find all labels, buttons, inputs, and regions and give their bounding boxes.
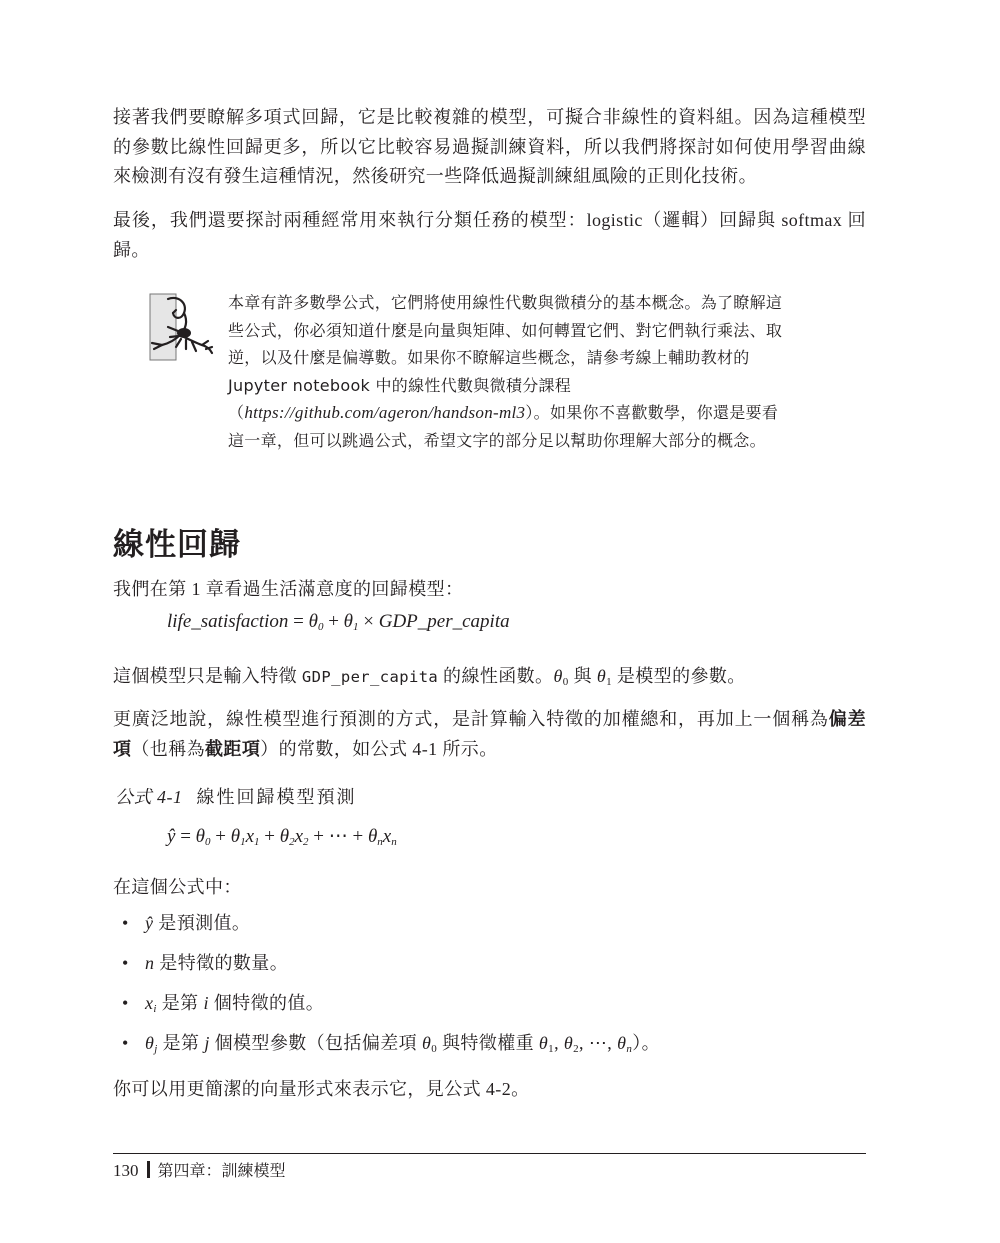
text: 是特徵的數量。 (154, 953, 289, 973)
sub: 0 (562, 676, 569, 688)
eq-feature: GDP_per_capita (378, 611, 510, 632)
eq-plus: + (259, 826, 280, 847)
eq-times: × (358, 611, 379, 632)
var: i (203, 993, 209, 1013)
theta: θ (538, 1033, 549, 1053)
bullet-dot: • (122, 1033, 129, 1053)
section-heading: 線性回歸 (113, 527, 241, 563)
page-footer (113, 1158, 286, 1184)
list-item (113, 989, 866, 1029)
equation-number: 公式 4-1 (115, 787, 183, 807)
list-item (113, 909, 866, 949)
eq-plus: + (347, 826, 368, 847)
chapter-title: 第四章：訓練模型 (157, 1161, 286, 1180)
sub: 0 (317, 621, 324, 633)
theta: θ (617, 1033, 627, 1053)
theta: θ (279, 826, 290, 847)
footer-divider (147, 1161, 150, 1178)
ellipsis: ⋯ (588, 1033, 608, 1053)
yhat: ŷ (167, 826, 176, 847)
equation-title: 線性回歸模型預測 (196, 787, 357, 807)
theta: θ (195, 826, 205, 847)
theta: θ (343, 611, 354, 632)
scorpion-icon (146, 293, 216, 363)
eq-plus: + (308, 826, 329, 847)
text: 的線性函數。 (438, 666, 554, 686)
eq-plus: + (323, 611, 344, 632)
note-text-start: 本章有許多數學公式，它們將使用線性代數與微積分的基本概念。為了瞭解這些公式，你必須知道什麼是向量與矩陣、如何轉置它們、對它們執行乘法、取逆，以及什麼是偏導數。如果你不瞭解這些概念，請參考線上輔助教材的 Jupyter notebook 中的線性代數與微積分課程（ (228, 293, 783, 422)
list-item (113, 1029, 866, 1069)
text: （也稱為 (131, 738, 206, 759)
sub: 1 (353, 621, 359, 633)
sub: 1 (254, 836, 260, 848)
theta: θ (553, 666, 563, 686)
sub: 0 (431, 1043, 438, 1055)
equation-caption (115, 783, 357, 809)
theta: θ (596, 666, 607, 686)
text: 與特徵權重 (437, 1033, 539, 1053)
bullet-dot: • (122, 953, 129, 973)
symbol: ŷ (145, 913, 154, 933)
text: 與 (568, 666, 597, 686)
eq-lhs: life_satisfaction (167, 611, 289, 632)
bullet-dot: • (122, 993, 129, 1013)
comma: , (607, 1033, 618, 1053)
sub: n (626, 1043, 633, 1055)
x: x (294, 826, 303, 847)
theta: θ (421, 1033, 432, 1053)
symbol: θ (145, 1033, 155, 1053)
sub: i (153, 1003, 157, 1015)
page-number: 130 (113, 1161, 139, 1180)
sub: 1 (606, 676, 612, 688)
note-text-end: ）。如果你不喜歡數學，你還是要看這一章，但可以跳過公式，希望文字的部分足以幫助你理解大部分的概念。 (228, 403, 779, 450)
term-bias: 偏差項 (113, 709, 866, 759)
sub: n (391, 836, 397, 848)
para-where: 在這個公式中： (113, 877, 242, 897)
para-general (113, 705, 866, 764)
text: 這個模型只是輸入特徵 (113, 666, 302, 686)
github-link[interactable]: https://github.com/ageron/handson-ml3 (244, 403, 526, 422)
sub: 0 (205, 836, 211, 848)
equation-4-1 (167, 825, 397, 848)
text: 個模型參數（包括偏差項 (209, 1033, 422, 1053)
eq-equals: = (175, 826, 196, 847)
sub: j (154, 1043, 158, 1055)
definition-list (113, 909, 866, 1069)
sub: 2 (289, 836, 295, 848)
text: ）的常數，如公式 4-1 所示。 (260, 738, 498, 759)
sub: 2 (573, 1043, 580, 1055)
theta: θ (230, 826, 241, 847)
symbol: x (145, 993, 154, 1013)
intro-paragraph-1: 接著我們要瞭解多項式回歸，它是比較複雜的模型，可擬合非線性的資料組。因為這種模型的參數比線性回歸更多，所以它比較容易過擬訓練資料，所以我們將探討如何使用學習曲線來檢測有沒有發生這種情況，然後研究一些降低過擬訓練組風險的正則化技術。 (113, 107, 866, 186)
equation-life-satisfaction (167, 611, 510, 633)
note-text (228, 289, 788, 454)
var: j (204, 1033, 210, 1053)
intro-paragraph-2: 最後，我們還要探討兩種經常用來執行分類任務的模型：logistic（邏輯）回歸與 softmax 回歸。 (113, 210, 866, 260)
para-model (113, 662, 866, 693)
text: 更廣泛地說，線性模型進行預測的方式，是計算輸入特徵的加權總和，再加上一個稱為 (113, 709, 829, 729)
theta: θ (308, 611, 318, 632)
x: x (245, 826, 254, 847)
theta: θ (563, 1033, 574, 1053)
text: ）。 (632, 1033, 661, 1053)
x: x (382, 826, 392, 847)
footer-rule (113, 1153, 866, 1154)
sub: n (377, 836, 383, 848)
eq-equals: = (288, 611, 309, 632)
ellipsis: ⋯ (328, 826, 348, 847)
para-recall: 我們在第 1 章看過生活滿意度的回歸模型： (113, 579, 464, 599)
text: 是模型的參數。 (611, 666, 746, 686)
theta: θ (367, 826, 378, 847)
list-item (113, 949, 866, 989)
text: 是第 (156, 993, 204, 1013)
bullet-dot: • (122, 913, 129, 933)
text: 個特徵的值。 (208, 993, 325, 1013)
comma: , (554, 1033, 564, 1053)
para-vector: 你可以用更簡潔的向量形式來表示它，見公式 4-2。 (113, 1079, 530, 1099)
symbol: n (145, 953, 155, 973)
eq-plus: + (210, 826, 231, 847)
text: 是第 (157, 1033, 205, 1053)
term-intercept: 截距項 (205, 738, 261, 759)
text: 是預測值。 (153, 913, 251, 933)
comma: , (579, 1033, 589, 1053)
sub: 1 (548, 1043, 555, 1055)
sub: 2 (303, 836, 309, 848)
code-gdp: GDP_per_capita (301, 668, 439, 686)
sub: 1 (240, 836, 246, 848)
